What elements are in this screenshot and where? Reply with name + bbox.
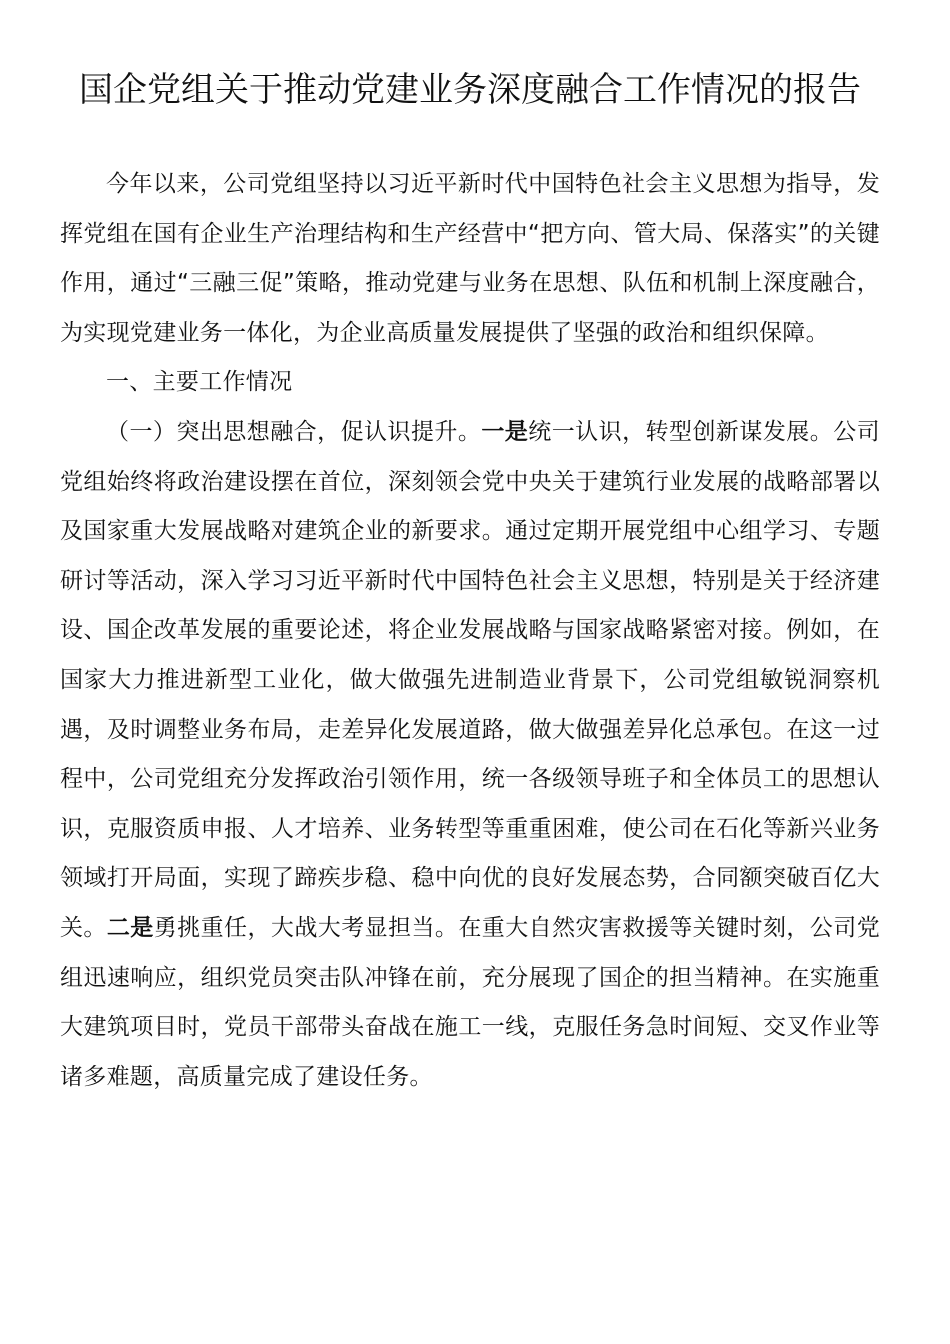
point-1-label: 一是 [481, 418, 529, 445]
sub-section-paragraph [60, 408, 880, 1102]
document-title: 国企党组关于推动党建业务深度融合工作情况的报告 [79, 70, 861, 110]
section-heading: 一、主要工作情况 [106, 369, 293, 396]
sub-heading: （一）突出思想融合，促认识提升。 [106, 418, 482, 445]
intro-paragraph: 今年以来，公司党组坚持以习近平新时代中国特色社会主义思想为指导，发挥党组在国有企业生产治理结构和生产经营中“把方向、管大局、保落实”的关键作用，通过“三融三促”策略，推动党建与业务在思想、队伍和机制上深度融合，为实现党建业务一体化，为企业高质量发展提供了坚强的政治和组织保障。 [60, 171, 880, 346]
point-1-text: 统一认识，转型创新谋发展。公司党组始终将政治建设摆在首位，深刻领会党中央关于建筑行业发展的战略部署以及国家重大发展战略对建筑企业的新要求。通过定期开展党组中心组学习、专题研讨等活动，深入学习习近平新时代中国特色社会主义思想，特别是关于经济建设、国企改革发展的重要论述，将企业发展战略与国家战略紧密对接。例如，在国家大力推进新型工业化，做大做强先进制造业背景下，公司党组敏锐洞察机遇，及时调整业务布局，走差异化发展道路，做大做强差异化总承包。在这一过程中，公司党组充分发挥政治引领作用，统一各级领导班子和全体员工的思想认识，克服资质申报、人才培养、业务转型等重重困难，使公司在石化等新兴业务领域打开局面，实现了蹄疾步稳、稳中向优的良好发展态势，合同额突破百亿大关。 [60, 418, 880, 941]
point-2-label: 二是 [106, 914, 154, 941]
point-2-text: 勇挑重任，大战大考显担当。在重大自然灾害救援等关键时刻，公司党组迅速响应，组织党员突击队冲锋在前，充分展现了国企的担当精神。在实施重大建筑项目时，党员干部带头奋战在施工一线，克服任务急时间短、交叉作业等诸多难题，高质量完成了建设任务。 [60, 914, 880, 1090]
document-body [60, 160, 880, 1102]
